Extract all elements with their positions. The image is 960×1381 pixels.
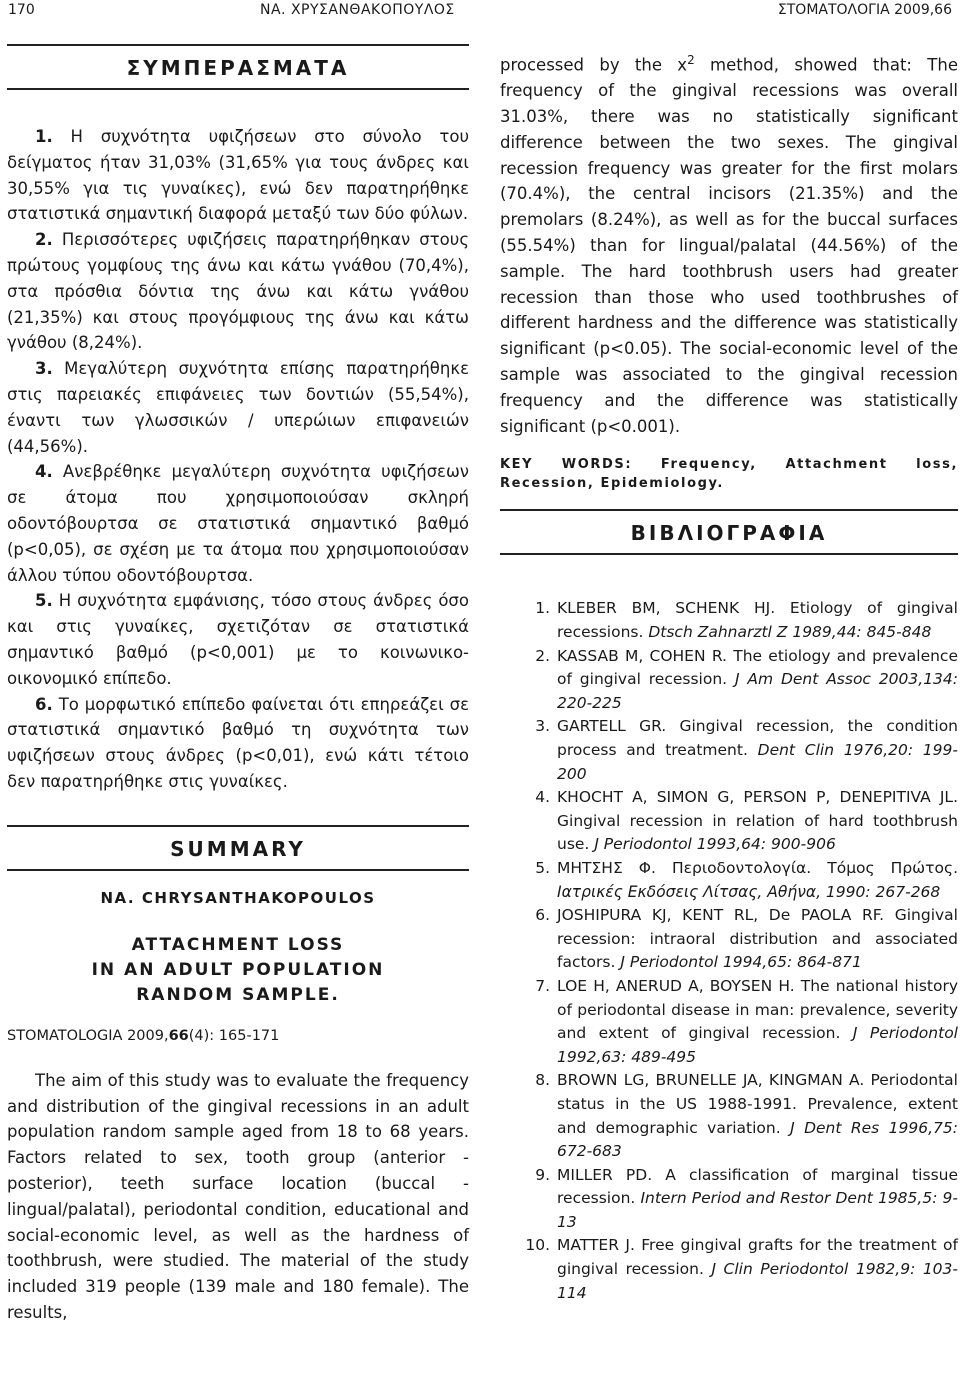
conclusion-item: [7, 588, 469, 691]
summary-citation: STOMATOLOGIA 2009,66(4): 165-171: [7, 1027, 280, 1044]
reference-item: 4. KHOCHT A, SIMON G, PERSON P, DENEPITIVA JL. Gingival recession in relation of hard toothbrush use. J Periodontol 1993,64: 900-906: [535, 788, 958, 854]
abstract-right: processed by the $x^2$ method, showed that: The frequency of the gingival recessions was overall 31.03%, there was no statistically significant difference between the two sexes. The gingival recession frequency was greater for the first molars (70.4%), the central incisors (21.35%) and the premolars (8.24%), as well as for the buccal surfaces (55.54%) than for lingual/palatal (44.56%) of the sample. The hard toothbrush users had greater recession than those who used toothbrushes of different hardness and the difference was statistically significant (p<0.05). The social-economic level of the sample was associated to the gingival recession frequency and the difference was statistically significant (p<0.001).: [500, 53, 958, 436]
summary-title: [7, 933, 469, 1008]
summary-title-line: ATTACHMENT LOSS: [131, 934, 345, 955]
right-column: [500, 44, 958, 1305]
left-column: [7, 44, 469, 1326]
conclusions-heading: ΣΥΜΠΕΡΑΣΜΑΤΑ: [7, 44, 469, 90]
conclusion-item: [7, 356, 469, 459]
conclusion-item: [7, 227, 469, 356]
conclusion-number: 5.: [35, 591, 53, 611]
summary-title-line: RANDOM SAMPLE.: [136, 984, 340, 1005]
summary-title-line: IN AN ADULT POPULATION: [91, 959, 385, 980]
reference-item: 2. KASSAB M, COHEN R. The etiology and prevalence of gingival recession. J Am Dent Assoc 2003,134: 220-225: [535, 646, 958, 712]
conclusions-list: [7, 124, 469, 795]
conclusion-number: 3.: [35, 359, 53, 379]
conclusion-text: Η συχνότητα εμφάνισης, τόσο στους άνδρες όσο και στις γυναίκες, σχετιζόταν σε στατιστικά σημαντικό βαθμό (p<0,001) με το κοινωνικο-οικονομικό επίπεδο.: [7, 591, 469, 688]
conclusion-number: 6.: [35, 694, 53, 714]
reference-item: 7. LOE H, ANERUD A, BOYSEN H. The national history of periodontal disease in man: prevalence, severity and extent of gingival recession. J Periodontol 1992,63: 489-495: [535, 976, 958, 1066]
reference-item: 9. MILLER PD. A classification of marginal tissue recession. Intern Period and Restor Dent 1985,5: 9-13: [535, 1165, 958, 1231]
reference-item: 6. JOSHIPURA KJ, KENT RL, De PAOLA RF. Gingival recession: intraoral distribution and associated factors. J Periodontol 1994,65: 864-871: [535, 906, 958, 972]
conclusion-text: Ανεβρέθηκε μεγαλύτερη συχνότητα υφιζήσεων σε άτομα που χρησιμοποιούσαν σκληρή οδοντόβουρτσα σε στατιστικά σημαντικό βαθμό (p<0,05), σε σχέση με τα άτομα που χρησιμοποιούσαν άλλου τύπου οδοντόβουρτσα.: [7, 462, 469, 585]
keywords: KEY WORDS: Frequency, Attachment loss, Recession, Epidemiology.: [500, 457, 958, 492]
bibliography-heading: ΒΙΒΛΙΟΓΡΑΦΙΑ: [500, 509, 958, 555]
conclusion-number: 1.: [35, 127, 53, 146]
conclusion-item: [7, 124, 469, 227]
conclusion-text: Περισσότερες υφιζήσεις παρατηρήθηκαν στους πρώτους γομφίους της άνω και κάτω γνάθου (70,4%), στα πρόσθια δόντια της άνω και κάτω γνάθου (21,35%) και στους προγόμφιους της άνω και κάτω γνάθου (8,24%).: [7, 230, 470, 353]
header-author: ΝΑ. ΧΡΥΣΑΝΘΑΚΟΠΟΥΛΟΣ: [260, 2, 455, 18]
summary-author: NA. CHRYSANTHAKOPOULOS: [100, 888, 376, 907]
conclusion-item: [7, 692, 469, 795]
conclusion-text: Η συχνότητα υφιζήσεων στο σύνολο του δείγματος ήταν 31,03% (31,65% για τους άνδρες και 30,55% για τις γυναίκες), ενώ δεν παρατηρήθηκε στατιστικά σημαντική διαφορά μεταξύ των δύο φύλων.: [7, 127, 470, 224]
conclusion-number: 4.: [35, 462, 53, 482]
abstract-left: The aim of this study was to evaluate the frequency and distribution of the gingival recessions in an adult population random sample aged from 18 to 68 years. Factors related to sex, tooth group (anterior - posterior), teeth surface location (buccal - lingual/palatal), periodontal condition, educational and social-economic level, as well as the hardness of toothbrush, were studied. The material of the study included 319 people (139 male and 180 female). The results,: [7, 1070, 469, 1322]
conclusion-text: Μεγαλύτερη συχνότητα επίσης παρατηρήθηκε στις παρειακές επιφάνειες των δοντιών (55,54%), έναντι των γλωσσικών / υπερώιων επιφανειών (44,56%).: [7, 359, 470, 456]
conclusion-number: 2.: [35, 230, 53, 250]
summary-heading: SUMMARY: [7, 825, 469, 871]
reference-item: 3. GARTELL GR. Gingival recession, the condition process and treatment. Dent Clin 1976,20: 199-200: [535, 717, 958, 783]
conclusion-item: [7, 459, 469, 588]
conclusion-text: Το μορφωτικό επίπεδο φαίνεται ότι επηρεάζει σε στατιστικά σημαντικό βαθμό τη συχνότητα των υφιζήσεων στους άνδρες (p<0,01), ενώ κάτι τέτοιο δεν παρατηρήθηκε στις γυναίκες.: [7, 694, 469, 791]
reference-list: [500, 597, 958, 1305]
reference-item: 10. MATTER J. Free gingival grafts for the treatment of gingival recession. J Clin Periodontol 1982,9: 103-114: [525, 1236, 958, 1302]
reference-item: 1. KLEBER BM, SCHENK HJ. Etiology of gingival recessions. Dtsch Zahnarztl Z 1989,44: 845-848: [535, 599, 958, 642]
page-number: 170: [8, 2, 35, 18]
running-header: [0, 0, 960, 24]
header-journal: ΣΤΟΜΑΤΟΛΟΓΙΑ 2009,66: [777, 2, 952, 18]
reference-item: 5. ΜΗΤΣΗΣ Φ. Περιοδοντολογία. Τόμος Πρώτος. Ιατρικές Εκδόσεις Λίτσας, Αθήνα, 1990: 267-268: [535, 858, 958, 901]
reference-item: 8. BROWN LG, BRUNELLE JA, KINGMAN A. Periodontal status in the US 1988-1991. Prevalence, extent and demographic variation. J Dent Res 1996,75: 672-683: [535, 1071, 958, 1161]
